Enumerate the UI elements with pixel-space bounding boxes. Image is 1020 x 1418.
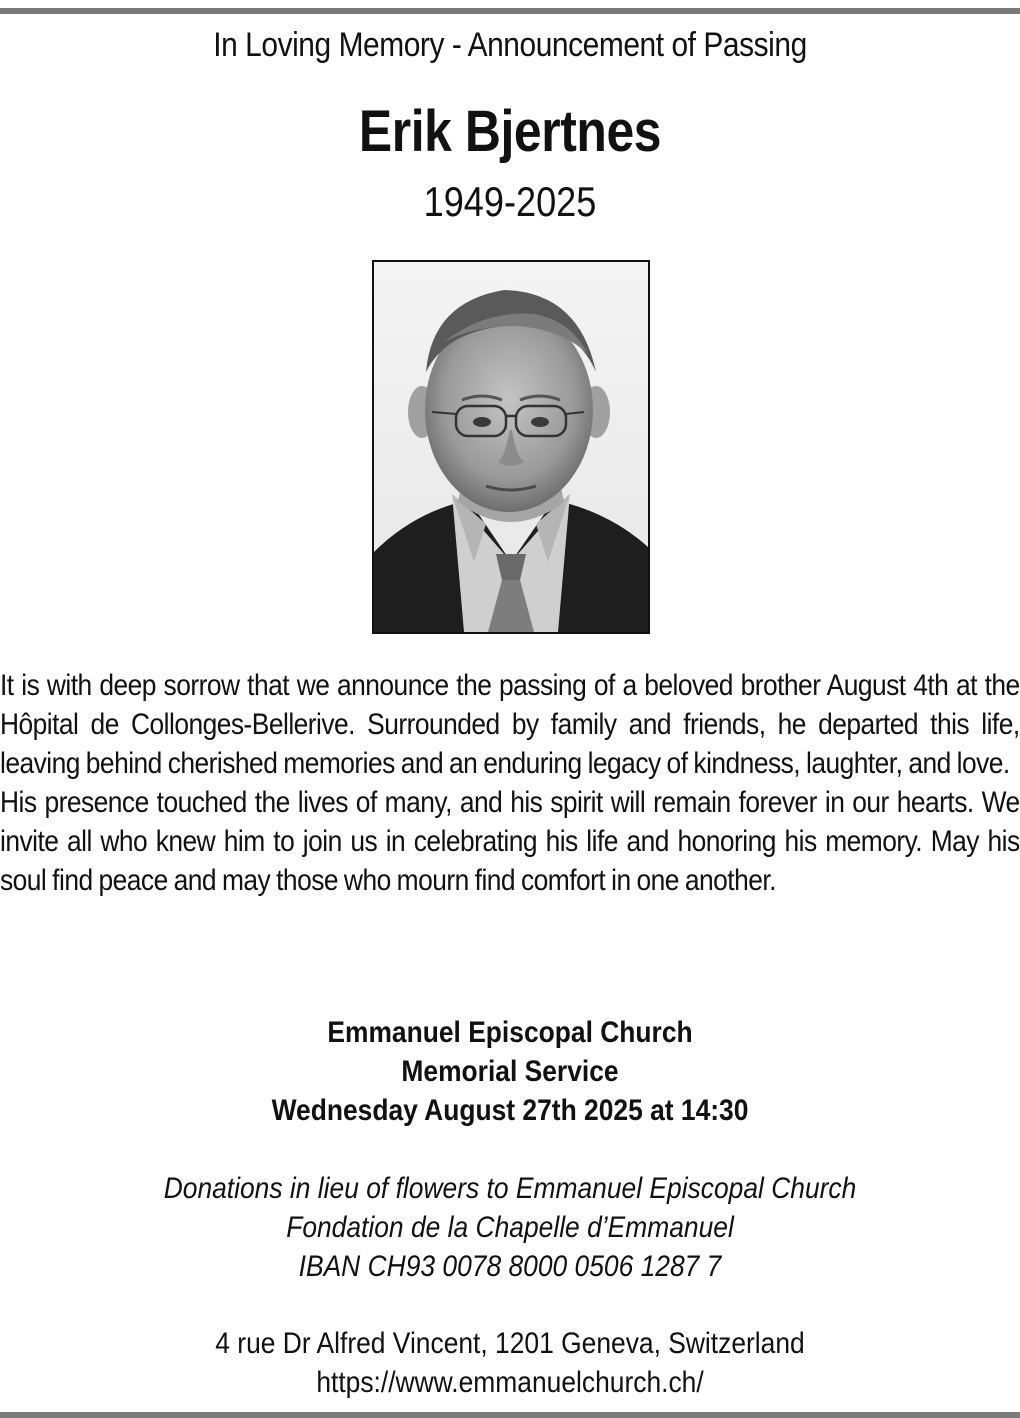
- donation-details: [0, 1169, 1020, 1286]
- donation-foundation: Fondation de la Chapelle d’Emmanuel: [286, 1211, 734, 1244]
- obituary-paragraph-1: It is with deep sorrow that we announce the passing of a beloved brother August 4th at the Hôpital de Collonges-Bellerive. Surrounded by family and friends, he departed this life, leaving behind cherished memories and an enduring legacy of kindness, laughter, and love.: [0, 669, 1020, 780]
- service-details: [0, 1013, 1020, 1130]
- obituary-text: [0, 666, 1020, 900]
- top-rule: [0, 8, 1020, 14]
- donation-iban: IBAN CH93 0078 8000 0506 1287 7: [298, 1250, 722, 1283]
- church-website-link[interactable]: https://www.emmanuelchurch.ch/: [316, 1366, 704, 1399]
- announcement-heading: In Loving Memory - Announcement of Passing: [213, 26, 807, 64]
- donation-note: Donations in lieu of flowers to Emmanuel Episcopal Church: [163, 1172, 857, 1205]
- portrait-photo: [372, 260, 650, 634]
- church-address: 4 rue Dr Alfred Vincent, 1201 Geneva, Switzerland: [215, 1327, 805, 1360]
- deceased-name: Erik Bjertnes: [358, 99, 662, 164]
- portrait-photo-icon: [374, 262, 648, 632]
- bottom-rule: [0, 1412, 1020, 1418]
- contact-details: [0, 1324, 1020, 1402]
- church-name: Emmanuel Episcopal Church: [327, 1016, 693, 1049]
- obituary-paragraph-2: His presence touched the lives of many, and his spirit will remain forever in our hearts. We invite all who knew him to join us in celebrating his life and honoring his memory. May his soul find peace and may those who mourn find comfort in one another.: [0, 786, 1020, 897]
- service-datetime: Wednesday August 27th 2025 at 14:30: [271, 1094, 749, 1127]
- life-years: 1949-2025: [423, 178, 597, 225]
- service-type: Memorial Service: [401, 1055, 619, 1088]
